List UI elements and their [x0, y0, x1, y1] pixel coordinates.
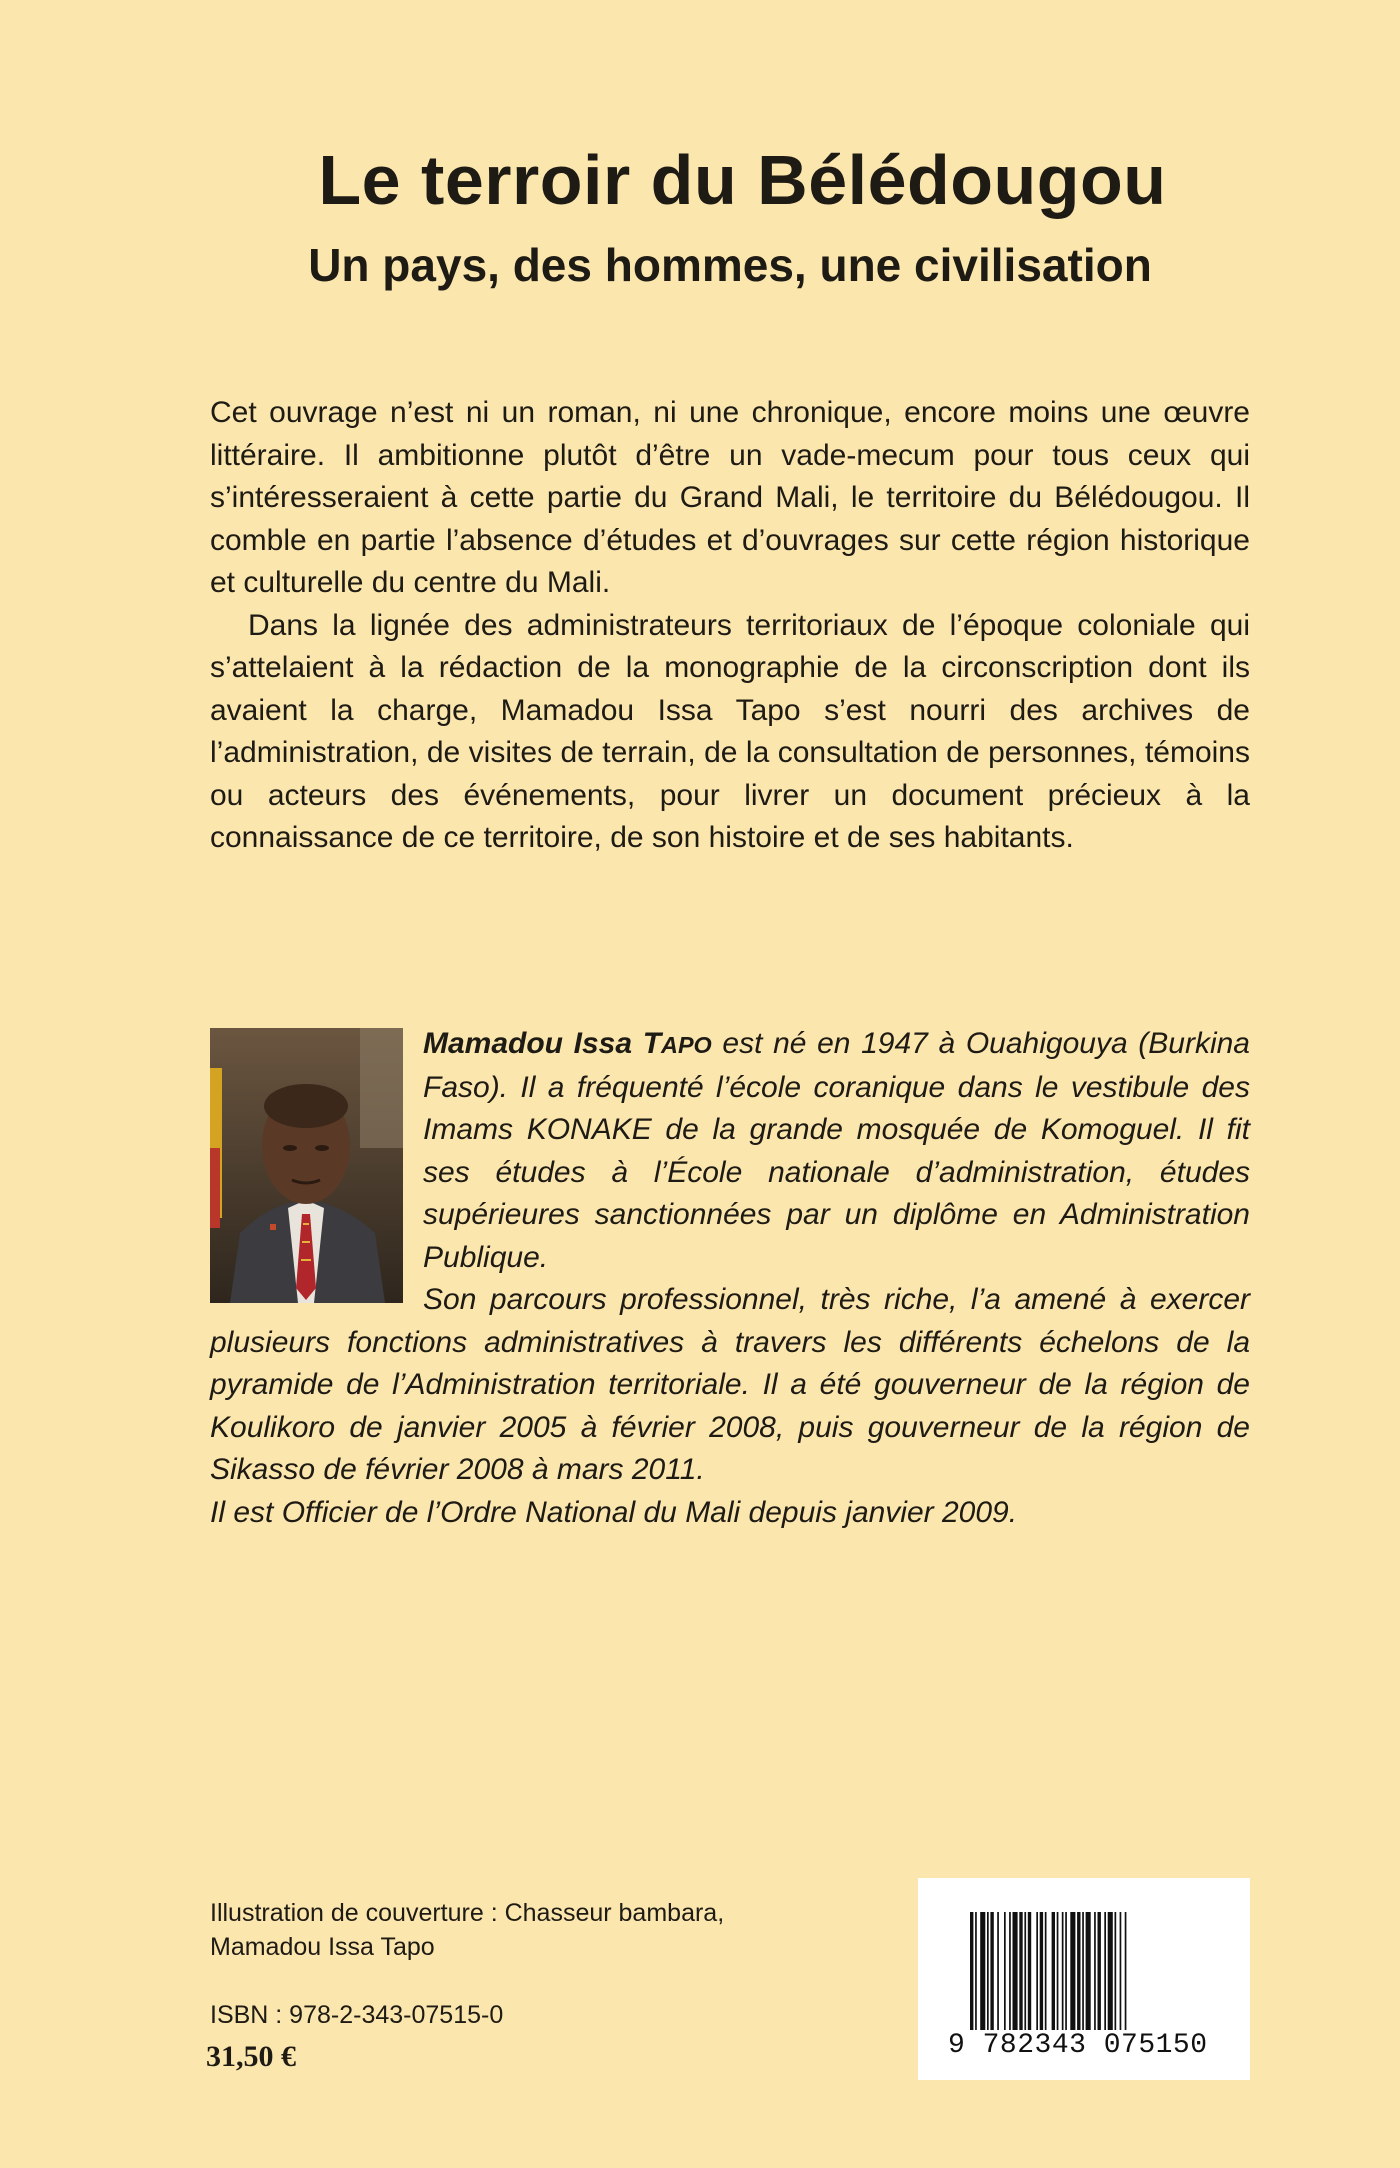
- barcode: [918, 1878, 1250, 2080]
- barcode-bar: [970, 1912, 973, 2030]
- barcode-bar: [1094, 1912, 1096, 2030]
- blurb: [210, 392, 1250, 860]
- barcode-bar: [1108, 1912, 1113, 2030]
- barcode-bar: [1115, 1912, 1117, 2030]
- cover-illustration-credit: [210, 1896, 850, 1964]
- barcode-bar: [1125, 1912, 1127, 2030]
- barcode-bar: [1028, 1912, 1031, 2030]
- barcode-bar: [987, 1912, 989, 2030]
- barcode-bar: [1024, 1912, 1026, 2030]
- barcode-bars: [970, 1912, 1198, 2030]
- author-bio: [210, 1023, 1250, 1534]
- blurb-paragraph-2: Dans la lignée des administrateurs territoriaux de l’époque coloniale qui s’attelaient à la rédaction de la monographie de la circonscription dont ils avaient la charge, Mamadou Issa Tapo s’est nourri des archives de l’administration, de visites de terrain, de la consultation de personnes, témoins ou acteurs des événements, pour livrer un document précieux à la connaissance de ce territoire, de son histoire et de ses habitants.: [210, 608, 1250, 854]
- barcode-bar: [1086, 1912, 1091, 2030]
- barcode-bar: [1062, 1912, 1064, 2030]
- barcode-bar: [1052, 1912, 1055, 2030]
- author-name: Mamadou Issa TAPO: [423, 1027, 712, 1060]
- barcode-bar: [1040, 1912, 1043, 2030]
- barcode-bar: [997, 1912, 999, 2030]
- credit-line-1: Illustration de couverture : Chasseur bambara,: [210, 1899, 725, 1927]
- barcode-bar: [1013, 1912, 1018, 2030]
- barcode-digits: 9 782343 075150: [948, 2030, 1208, 2061]
- barcode-bar: [1065, 1912, 1067, 2030]
- barcode-bar: [1070, 1912, 1075, 2030]
- barcode-bar: [990, 1912, 993, 2030]
- blurb-paragraph-1: Cet ouvrage n’est ni un roman, ni une chronique, encore moins une œuvre littéraire. Il ambitionne plutôt d’être un vade-mecum pour tous ceux qui s’intéresseraient à cette partie du Grand Mali, le territoire du Bélédougou. Il comble en partie l’absence d’études et d’ouvrages sur cette région historique et culturelle du centre du Mali.: [210, 396, 1250, 599]
- price: 31,50 €: [206, 2040, 296, 2073]
- barcode-bar: [1082, 1912, 1084, 2030]
- barcode-bar: [1057, 1912, 1059, 2030]
- barcode-bar: [1004, 1912, 1006, 2030]
- author-bio-honor: Il est Officier de l’Ordre National du Mali depuis janvier 2009.: [210, 1495, 1018, 1529]
- author-bio-intro: est né en 1947 à Ouahigouya (Burkina Faso). Il a fréquenté l’école coranique dans le vestibule des Imams KONAKE de la grande mosquée de Komoguel. Il fit ses études à l’École nationale d’administration, études supérieures sanctionnées par un diplôme en Administration Publique.: [423, 1027, 1250, 1274]
- barcode-bar: [1098, 1912, 1101, 2030]
- isbn: ISBN : 978-2-343-07515-0: [210, 2001, 504, 2029]
- barcode-bar: [975, 1912, 977, 2030]
- barcode-bar: [1009, 1912, 1011, 2030]
- barcode-bar: [1036, 1912, 1038, 2030]
- book-title: Le terroir du Bélédougou: [318, 141, 1167, 219]
- barcode-bar: [1077, 1912, 1080, 2030]
- barcode-bar: [980, 1912, 985, 2030]
- credit-line-2: Mamadou Issa Tapo: [210, 1933, 435, 1961]
- barcode-bar: [1120, 1912, 1122, 2030]
- book-subtitle: Un pays, des hommes, une civilisation: [308, 239, 1152, 291]
- barcode-bar: [1045, 1912, 1047, 2030]
- barcode-bar: [1019, 1912, 1022, 2030]
- author-bio-career: Son parcours professionnel, très riche, l’a amené à exercer plusieurs fonctions administratives à travers les différents échelons de la pyramide de l’Administration territoriale. Il a été gouverneur de la région de Koulikoro de janvier 2005 à février 2008, puis gouverneur de la région de Sikasso de février 2008 à mars 2011.: [210, 1283, 1250, 1486]
- barcode-bar: [1104, 1912, 1106, 2030]
